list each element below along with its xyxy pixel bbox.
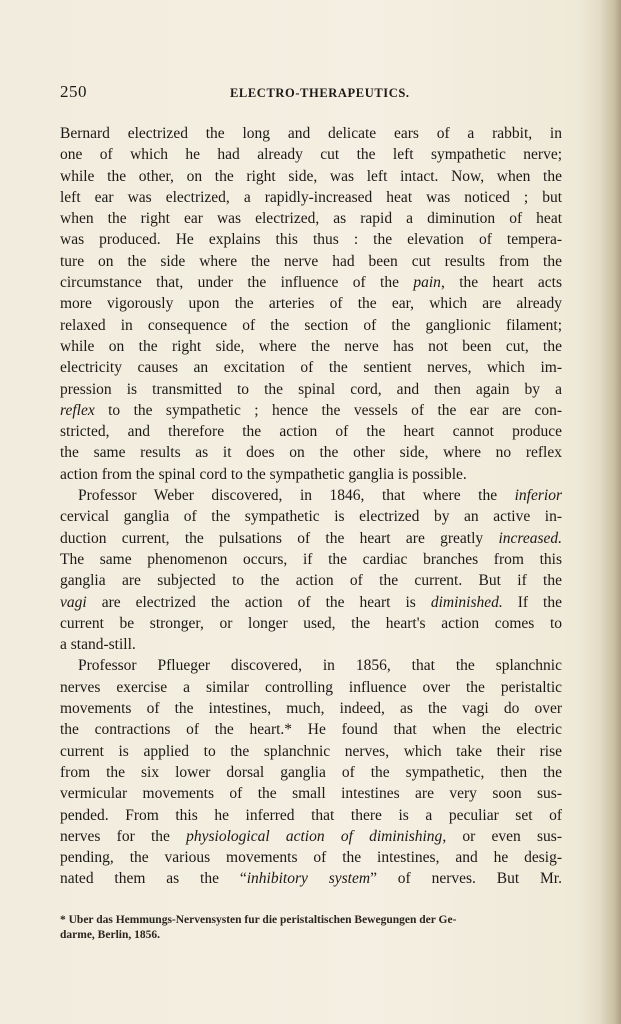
footnote xyxy=(60,913,562,943)
text-line: when the right ear was electrized, as rapid a diminution of heat xyxy=(60,210,562,228)
text-line: from the six lower dorsal ganglia of the sympathetic, then the xyxy=(60,763,562,781)
text-line: Bernard electrized the long and delicate ears of a rabbit, in xyxy=(60,125,562,142)
text-line: was produced. He explains this thus : the elevation of tempera- xyxy=(60,231,562,249)
text-line: relaxed in consequence of the section of the ganglionic filament; xyxy=(60,316,562,334)
text-line: one of which he had already cut the left sympathetic nerve; xyxy=(60,146,562,164)
text-line: a stand-still. xyxy=(60,636,136,654)
text-line: Professor Pflueger discovered, in 1856, that the splanchnic xyxy=(78,657,562,675)
text-line: nerves exercise a similar controlling influence over the peristaltic xyxy=(60,678,562,696)
text-line: left ear was electrized, a rapidly-increased heat was noticed ; but xyxy=(60,188,562,206)
text-line: Professor Weber discovered, in 1846, that where the inferior xyxy=(78,487,562,505)
text-line: nated them as the “inhibitory system” of nerves. But Mr. xyxy=(60,870,562,888)
text-line: circumstance that, under the influence of the pain, the heart acts xyxy=(60,274,563,292)
text-line: pending, the various movements of the intestines, and he desig- xyxy=(60,849,562,867)
footnote-line: * Uber das Hemmungs-Nervensysten fur die peristaltischen Bewegungen der Ge- xyxy=(60,914,457,926)
footnote-line: darme, Berlin, 1856. xyxy=(60,929,160,941)
text-line: ganglia are subjected to the action of the current. But if the xyxy=(60,572,562,590)
paragraph-3 xyxy=(60,655,562,889)
text-line: nerves for the physiological action of diminishing, or even sus- xyxy=(60,827,562,845)
running-head: ELECTRO-THERAPEUTICS. xyxy=(230,86,410,100)
text-line: the contractions of the heart.* He found that when the electric xyxy=(60,721,562,739)
text-line: cervical ganglia of the sympathetic is electrized by an active in- xyxy=(60,508,562,526)
text-line: duction current, the pulsations of the heart are greatly increased. xyxy=(60,529,562,547)
text-line: The same phenomenon occurs, if the cardiac branches from this xyxy=(60,550,562,568)
text-line: ture on the side where the nerve had been cut results from the xyxy=(60,252,562,270)
paragraph-1 xyxy=(60,123,562,485)
text-line: movements of the intestines, much, indeed, as the vagi do over xyxy=(60,700,562,718)
text-line: current is applied to the splanchnic nerves, which take their rise xyxy=(60,742,562,760)
body-text xyxy=(60,123,562,890)
text-line: stricted, and therefore the action of the heart cannot produce xyxy=(60,423,562,441)
text-line: electricity causes an excitation of the sentient nerves, which im- xyxy=(60,359,562,377)
page-header xyxy=(60,82,580,104)
text-line: vagi are electrized the action of the heart is diminished. If the xyxy=(60,593,562,611)
text-line: more vigorously upon the arteries of the ear, which are already xyxy=(60,295,562,313)
text-line: pression is transmitted to the spinal cord, and then again by a xyxy=(60,380,562,398)
text-line: pended. From this he inferred that there is a peculiar set of xyxy=(60,806,562,824)
paragraph-2 xyxy=(60,485,562,655)
text-line: vermicular movements of the small intestines are very soon sus- xyxy=(60,785,562,803)
text-line: reflex to the sympathetic ; hence the vessels of the ear are con- xyxy=(60,401,562,419)
text-line: current be stronger, or longer used, the heart's action comes to xyxy=(60,614,562,632)
text-line: the same results as it does on the other side, where no reflex xyxy=(60,444,562,462)
text-line: while on the right side, where the nerve has not been cut, the xyxy=(60,337,562,355)
text-line: while the other, on the right side, was left intact. Now, when the xyxy=(60,167,562,185)
page-gutter-shadow xyxy=(599,0,621,1024)
page-number: 250 xyxy=(60,82,87,101)
text-line: action from the spinal cord to the sympathetic ganglia is possible. xyxy=(60,465,467,483)
